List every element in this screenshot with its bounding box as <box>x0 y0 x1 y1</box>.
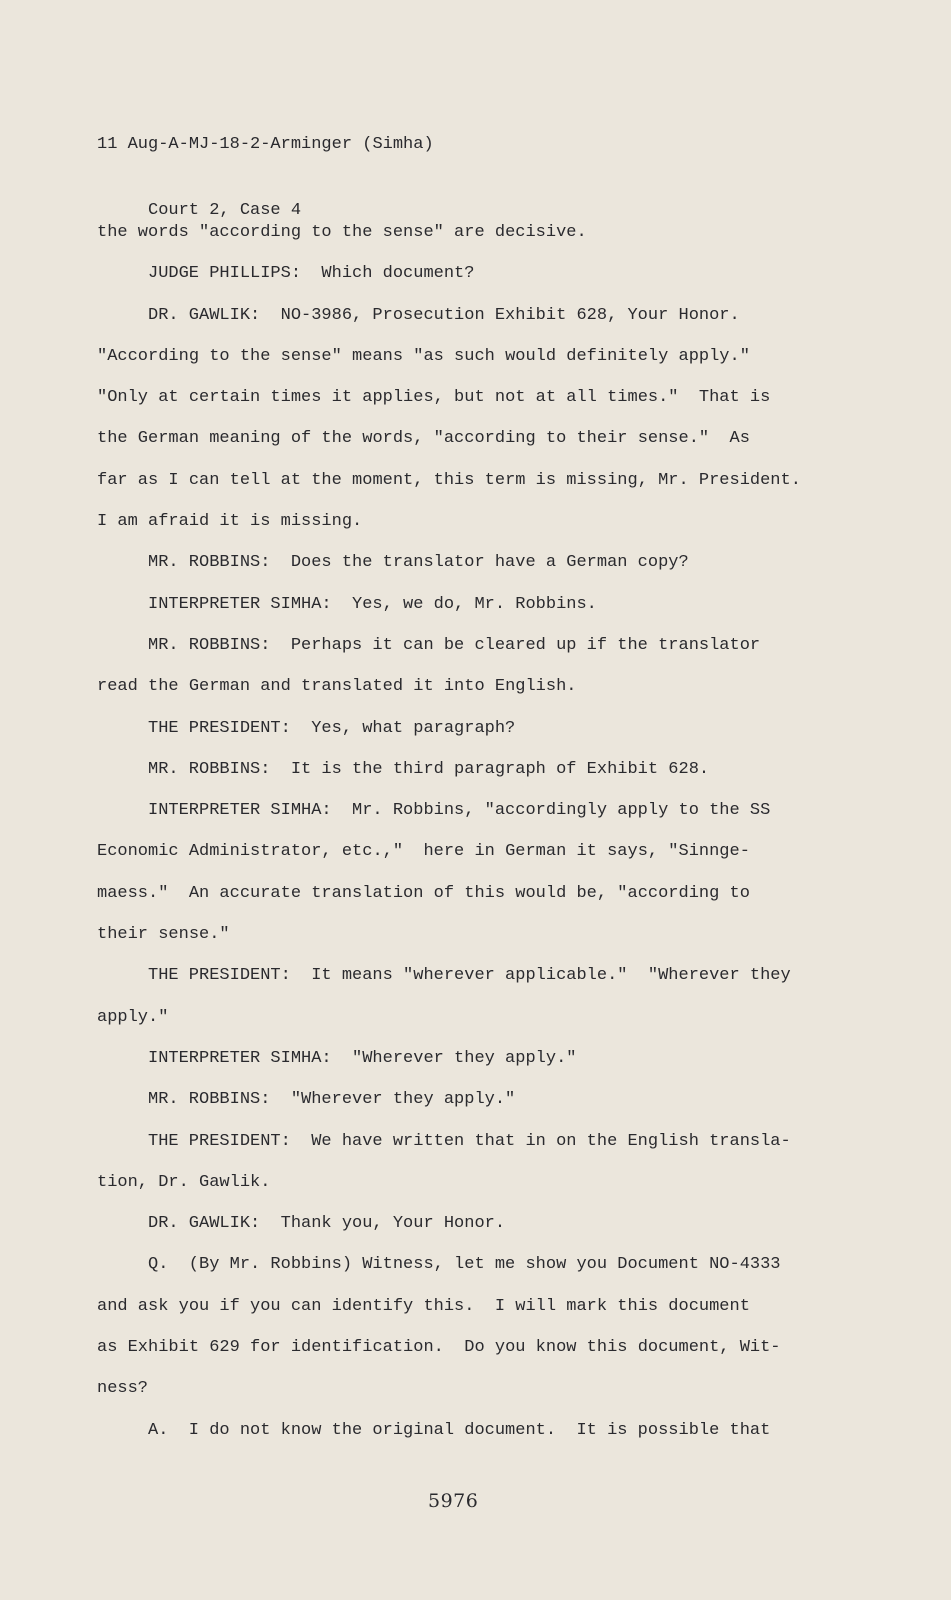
transcript-line: INTERPRETER SIMHA: Yes, we do, Mr. Robbins. <box>148 594 597 614</box>
transcript-line: THE PRESIDENT: Yes, what paragraph? <box>148 718 516 738</box>
transcript-line: MR. ROBBINS: It is the third paragraph of Exhibit 628. <box>148 759 710 779</box>
transcript-body <box>97 212 807 1451</box>
transcript-line: tion, Dr. Gawlik. <box>97 1172 271 1192</box>
transcript-line: INTERPRETER SIMHA: Mr. Robbins, "accordingly apply to the SS <box>148 801 771 821</box>
transcript-line: the words "according to the sense" are decisive. <box>97 223 587 242</box>
transcript-line: and ask you if you can identify this. I will mark this document <box>97 1296 750 1316</box>
transcript-line: I am afraid it is missing. <box>97 512 363 532</box>
page-number: 5976 <box>428 1490 479 1512</box>
transcript-line: DR. GAWLIK: Thank you, Your Honor. <box>148 1214 506 1234</box>
transcript-line: far as I can tell at the moment, this term is missing, Mr. President. <box>97 470 801 490</box>
transcript-line: MR. ROBBINS: "Wherever they apply." <box>148 1090 516 1110</box>
transcript-line: DR. GAWLIK: NO-3986, Prosecution Exhibit 628, Your Honor. <box>148 305 740 325</box>
transcript-line: THE PRESIDENT: It means "wherever applicable." "Wherever they <box>148 966 791 986</box>
transcript-line: apply." <box>97 1007 169 1027</box>
header-line-1: 11 Aug-A-MJ-18-2-Arminger (Simha) <box>97 135 434 154</box>
transcript-line: as Exhibit 629 for identification. Do you know this document, Wit- <box>97 1338 781 1358</box>
transcript-line: ness? <box>97 1379 149 1399</box>
header-line-2: Court 2, Case 4 <box>148 201 302 220</box>
transcript-line: read the German and translated it into English. <box>97 677 577 697</box>
transcript-line: MR. ROBBINS: Perhaps it can be cleared up if the translator <box>148 635 761 655</box>
transcript-line: the German meaning of the words, "according to their sense." As <box>97 429 750 449</box>
transcript-line: THE PRESIDENT: We have written that in on the English transla- <box>148 1131 791 1151</box>
transcript-line: A. I do not know the original document. It is possible that <box>148 1420 771 1440</box>
transcript-line: MR. ROBBINS: Does the translator have a German copy? <box>148 553 689 573</box>
transcript-line: their sense." <box>97 925 230 945</box>
transcript-line: Economic Administrator, etc.," here in German it says, "Sinnge- <box>97 842 750 862</box>
transcript-line: Q. (By Mr. Robbins) Witness, let me show you Document NO-4333 <box>148 1255 781 1275</box>
transcript-line: INTERPRETER SIMHA: "Wherever they apply." <box>148 1048 577 1068</box>
transcript-line: JUDGE PHILLIPS: Which document? <box>148 264 475 284</box>
transcript-line: "According to the sense" means "as such would definitely apply." <box>97 346 750 366</box>
transcript-line: maess." An accurate translation of this would be, "according to <box>97 883 750 903</box>
transcript-line: "Only at certain times it applies, but not at all times." That is <box>97 388 771 408</box>
